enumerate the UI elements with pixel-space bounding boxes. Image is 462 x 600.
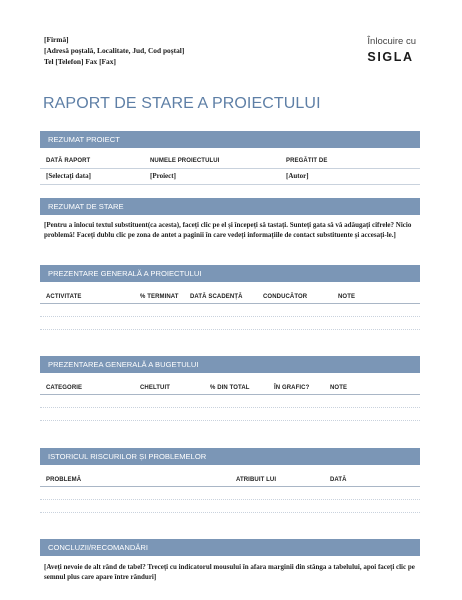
section-project-summary-heading: REZUMAT PROIECT <box>40 131 420 148</box>
col-project-name: NUMELE PROIECTULUI <box>150 158 220 164</box>
col-on-track: ÎN GRAFIC? <box>274 385 310 391</box>
col-activity: ACTIVITATE <box>46 294 82 300</box>
col-prepared-by: PREGĂTIT DE <box>286 158 328 164</box>
divider <box>40 486 420 487</box>
logo-replace-label: Înlocuire cu <box>367 36 416 47</box>
col-percent-of-total: % DIN TOTAL <box>210 385 250 391</box>
table-row[interactable] <box>40 407 420 408</box>
conclusions-text[interactable]: [Aveți nevoie de alt rând de tabel? Treceți cu indicatorul mousului în afara marginii din stânga a tabelului, apoi faceți clic pe semnul plus care apare între rânduri] <box>44 563 415 581</box>
company-name[interactable]: [Firmă] <box>44 35 69 44</box>
logo-text: SIGLA <box>367 50 414 64</box>
col-percent-complete: % TERMINAT <box>140 294 179 300</box>
section-status-summary-heading: REZUMAT DE STARE <box>40 198 420 215</box>
table-row[interactable] <box>40 499 420 500</box>
col-due-date: DATĂ SCADENȚĂ <box>190 294 243 300</box>
section-conclusions-heading: CONCLUZII/RECOMANDĂRI <box>40 539 420 556</box>
table-row[interactable] <box>40 316 420 317</box>
divider <box>40 303 420 304</box>
col-leader: CONDUCĂTOR <box>263 294 308 300</box>
section-risk-history-heading: ISTORICUL RISCURILOR ȘI PROBLEMELOR <box>40 448 420 465</box>
section-project-overview-heading: PREZENTARE GENERALĂ A PROIECTULUI <box>40 265 420 282</box>
table-row[interactable] <box>40 512 420 513</box>
company-contact-block <box>44 34 184 67</box>
project-name-value[interactable]: [Proiect] <box>150 172 176 180</box>
section-budget-overview-heading: PREZENTAREA GENERALĂ A BUGETULUI <box>40 356 420 373</box>
page-title[interactable]: RAPORT DE STARE A PROIECTULUI <box>43 95 321 112</box>
prepared-by-value[interactable]: [Autor] <box>286 172 309 180</box>
col-notes: NOTE <box>330 385 348 391</box>
company-phone-fax[interactable]: Tel [Telefon] Fax [Fax] <box>44 57 116 66</box>
col-category: CATEGORIE <box>46 385 83 391</box>
report-date-value[interactable]: [Selectați data] <box>46 172 91 180</box>
logo-placeholder[interactable] <box>367 36 416 64</box>
col-date: DATĂ <box>330 477 347 483</box>
table-row[interactable] <box>40 420 420 421</box>
status-summary-text[interactable]: [Pentru a înlocui textul substituent(ca acesta), faceți clic pe el și începeți să tastați. Sunteți gata să vă adăugați cifrele? Nicio problemă! Faceți dublu clic pe zona de antet a paginii în care vedeți informațiile de contact substituente și accesați-le.] <box>44 221 412 239</box>
col-assigned-to: ATRIBUIT LUI <box>236 477 277 483</box>
divider <box>40 394 420 395</box>
col-issue: PROBLEMĂ <box>46 477 82 483</box>
divider <box>40 184 420 185</box>
col-notes: NOTE <box>338 294 356 300</box>
table-row[interactable] <box>40 329 420 330</box>
divider <box>40 168 420 169</box>
company-address[interactable]: [Adresă poștală, Localitate, Jud, Cod poștal] <box>44 46 185 55</box>
col-report-date: DATĂ RAPORT <box>46 158 91 164</box>
col-spent: CHELTUIT <box>140 385 171 391</box>
